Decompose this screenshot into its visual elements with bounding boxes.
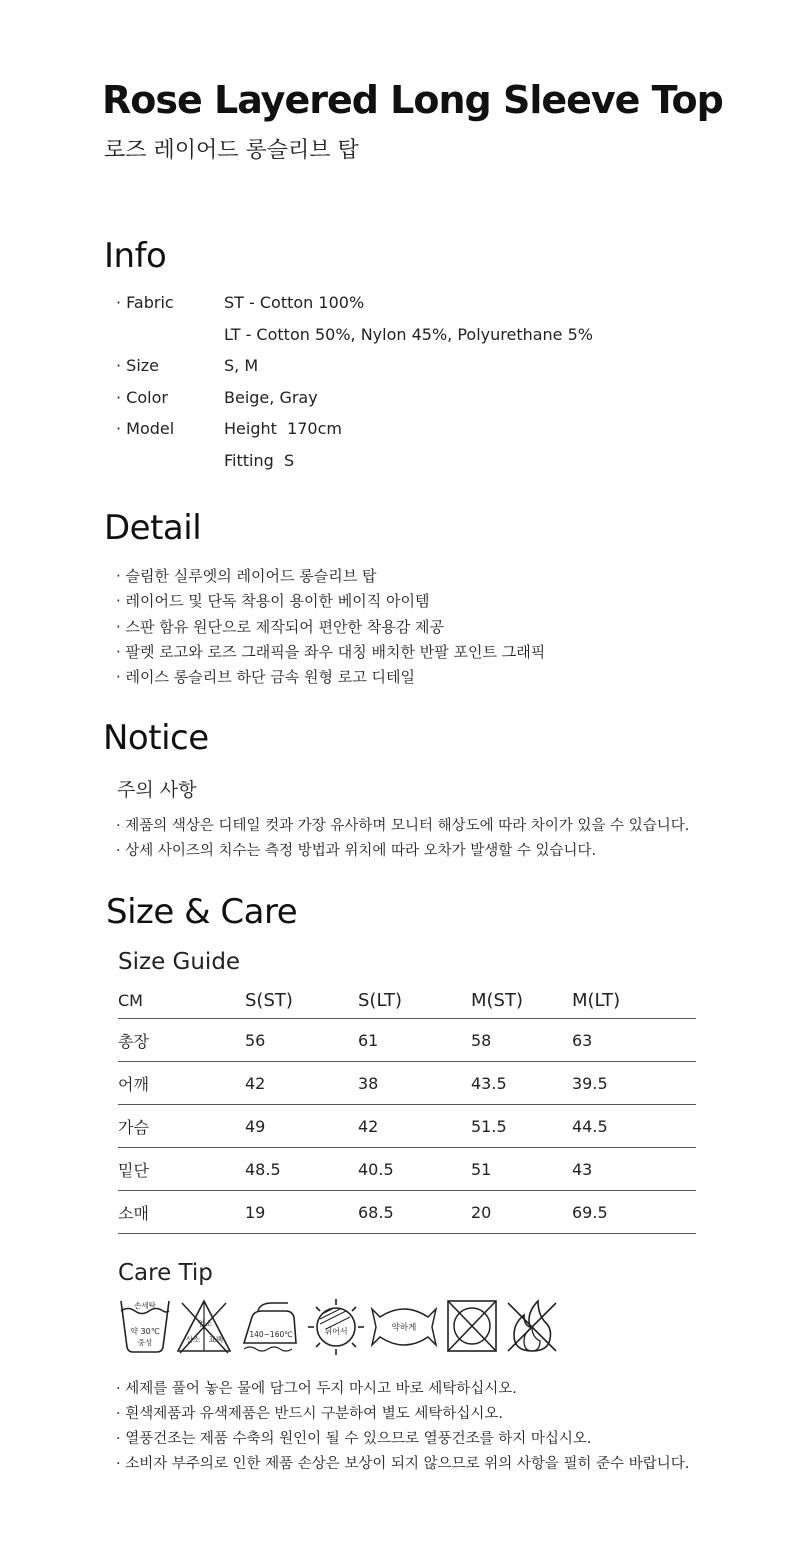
info-label-model: · Model [116, 419, 175, 438]
icon-text: 약 30℃ [130, 1327, 160, 1336]
table-row [118, 1019, 696, 1062]
column-header: S(LT) [358, 982, 471, 1019]
sun-dry-icon [304, 1297, 368, 1361]
detail-heading: Detail [104, 508, 202, 548]
table-cell: 19 [245, 1191, 358, 1234]
table-cell: 58 [471, 1019, 572, 1062]
care-tip-item: · 열풍건조는 제품 수축의 원인이 될 수 있으므로 열풍건조를 하지 마십시오. [116, 1431, 592, 1447]
table-cell: 42 [245, 1062, 358, 1105]
product-title: Rose Layered Long Sleeve Top [102, 78, 723, 122]
column-header: M(ST) [471, 982, 572, 1019]
info-value-fabric-lt: LT - Cotton 50%, Nylon 45%, Polyurethane 5% [224, 325, 593, 344]
product-subtitle-korean: 로즈 레이어드 롱슬리브 탑 [104, 138, 359, 163]
notice-item: · 상세 사이즈의 치수는 측정 방법과 위치에 따라 오차가 발생할 수 있습니다. [116, 843, 597, 859]
info-label-color: · Color [116, 388, 168, 407]
table-cell: 49 [245, 1105, 358, 1148]
table-cell: 20 [471, 1191, 572, 1234]
notice-heading: Notice [103, 718, 209, 758]
table-cell: 69.5 [572, 1191, 696, 1234]
care-tip-title: Care Tip [118, 1260, 213, 1286]
detail-item: · 레이스 롱슬리브 하단 금속 원형 로고 디테일 [116, 668, 415, 686]
detail-item: · 스판 함유 원단으로 제작되어 편안한 착용감 제공 [116, 618, 444, 636]
info-value-size: S, M [224, 356, 259, 375]
table-cell: 42 [358, 1105, 471, 1148]
column-header: S(ST) [245, 982, 358, 1019]
size-care-heading: Size & Care [106, 892, 298, 932]
care-tip-item: · 소비자 부주의로 인한 제품 손상은 보상이 되지 않으므로 위의 사항을 필히 준수 바랍니다. [116, 1456, 690, 1472]
table-cell: 51 [471, 1148, 572, 1191]
icon-text: 표백 [208, 1335, 224, 1344]
icon-text: 140~160℃ [249, 1330, 293, 1339]
table-cell: 56 [245, 1019, 358, 1062]
icon-text: 약하게 [391, 1323, 417, 1333]
size-guide-title: Size Guide [118, 949, 241, 975]
info-heading: Info [104, 236, 167, 276]
table-cell: 68.5 [358, 1191, 471, 1234]
table-cell: 51.5 [471, 1105, 572, 1148]
care-tip-item: · 세제를 풀어 놓은 물에 담그어 두지 마시고 바로 세탁하십시오. [116, 1381, 517, 1397]
table-cell: 43 [572, 1148, 696, 1191]
table-cell: 39.5 [572, 1062, 696, 1105]
icon-text: 산소 [185, 1335, 201, 1344]
row-label: 가슴 [118, 1105, 245, 1148]
size-table-header-row [118, 982, 696, 1019]
care-tip-item: · 흰색제품과 유색제품은 반드시 구분하여 별도 세탁하십시오. [116, 1406, 504, 1422]
table-cell: 63 [572, 1019, 696, 1062]
no-dry-clean-icon [504, 1297, 560, 1355]
detail-item: · 슬림한 실루엣의 레이어드 롱슬리브 탑 [116, 567, 377, 585]
detail-item: · 레이어드 및 단독 착용이 용이한 베이직 아이템 [116, 592, 430, 610]
table-row [118, 1191, 696, 1234]
icon-text: 손세탁 [134, 1301, 156, 1310]
info-label-fabric: · Fabric [116, 293, 174, 312]
hand-wash-icon [118, 1297, 172, 1357]
info-value-model-height: Height 170cm [224, 419, 342, 438]
table-cell: 61 [358, 1019, 471, 1062]
detail-item: · 팔렛 로고와 로즈 그래픽을 좌우 대칭 배치한 반팔 포인트 그래픽 [116, 643, 546, 661]
info-label-size: · Size [116, 356, 160, 375]
notice-subheading: 주의 사항 [117, 779, 197, 801]
row-label: 어깨 [118, 1062, 245, 1105]
row-label: 밑단 [118, 1148, 245, 1191]
notice-item: · 제품의 색상은 디테일 컷과 가장 유사하며 모니터 해상도에 따라 차이가 있을 수 있습니다. [116, 818, 690, 834]
table-cell: 40.5 [358, 1148, 471, 1191]
info-value-model-fitting: Fitting S [224, 451, 295, 470]
no-tumble-dry-icon [444, 1297, 500, 1355]
table-cell: 38 [358, 1062, 471, 1105]
table-cell: 44.5 [572, 1105, 696, 1148]
info-value-color: Beige, Gray [224, 388, 318, 407]
info-value-fabric-st: ST - Cotton 100% [224, 293, 365, 312]
icon-text: 염소 [197, 1319, 213, 1328]
row-label: 총장 [118, 1019, 245, 1062]
table-cell: 48.5 [245, 1148, 358, 1191]
column-header: M(LT) [572, 982, 696, 1019]
table-row [118, 1062, 696, 1105]
column-header: CM [118, 982, 245, 1019]
row-label: 소매 [118, 1191, 245, 1234]
table-row [118, 1148, 696, 1191]
iron-icon [240, 1297, 300, 1357]
table-row [118, 1105, 696, 1148]
icon-text: 중성 [137, 1338, 153, 1347]
size-guide-table [118, 982, 696, 1234]
icon-text: 뉘어서 [324, 1327, 348, 1336]
table-cell: 43.5 [471, 1062, 572, 1105]
wring-gently-icon [370, 1297, 438, 1357]
no-bleach-icon [174, 1297, 234, 1357]
